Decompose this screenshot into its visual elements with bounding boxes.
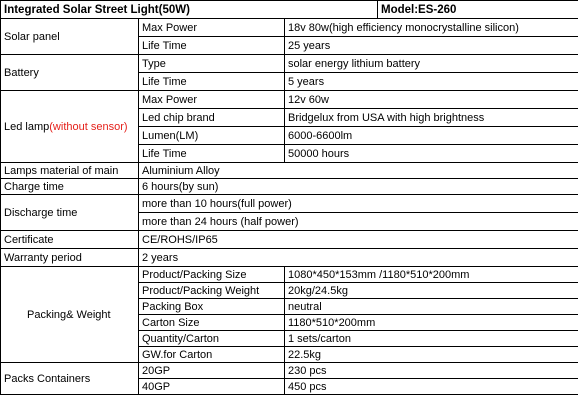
spec-value: 1080*450*153mm /1180*510*200mm: [285, 267, 578, 283]
table-row: [1, 179, 578, 195]
led-lamp-label: [1, 91, 139, 163]
discharge-time-label: Discharge time: [1, 195, 139, 231]
warranty-value: 2 years: [139, 249, 578, 267]
spec-value: 20kg/24.5kg: [285, 283, 578, 299]
spec-key: GW.for Carton: [139, 347, 285, 363]
led-lamp-label-text: Led lamp: [4, 120, 50, 133]
table-row: [1, 91, 578, 109]
spec-key: Packing Box: [139, 299, 285, 315]
spec-value: 450 pcs: [285, 379, 578, 395]
spec-value: Bridgelux from USA with high brightness: [285, 109, 578, 127]
battery-label: Battery: [1, 55, 139, 91]
spec-key: Life Time: [139, 37, 285, 55]
packing-weight-label: Packing& Weight: [1, 267, 139, 363]
spec-value: 12v 60w: [285, 91, 578, 109]
spec-key: Product/Packing Size: [139, 267, 285, 283]
charge-time-label: Charge time: [1, 179, 139, 195]
table-row: [1, 195, 578, 213]
spec-key: Lumen(LM): [139, 127, 285, 145]
spec-key: Carton Size: [139, 315, 285, 331]
table-row: [1, 363, 578, 379]
spec-value: 25 years: [285, 37, 578, 55]
led-lamp-sensor-note: (without sensor): [49, 120, 128, 133]
spec-value: solar energy lithium battery: [285, 55, 578, 73]
lamps-material-label: Lamps material of main: [1, 163, 139, 179]
table-row: [1, 163, 578, 179]
spec-key: Life Time: [139, 73, 285, 91]
spec-key: Quantity/Carton: [139, 331, 285, 347]
spec-value: 230 pcs: [285, 363, 578, 379]
solar-panel-label: Solar panel: [1, 19, 139, 55]
spec-value: 50000 hours: [285, 145, 578, 163]
certificate-label: Certificate: [1, 231, 139, 249]
spec-value: 18v 80w(high efficiency monocrystalline silicon): [285, 19, 578, 37]
header-row: [1, 1, 578, 19]
spec-key: Led chip brand: [139, 109, 285, 127]
lamps-material-value: Aluminium Alloy: [139, 163, 578, 179]
spec-value: neutral: [285, 299, 578, 315]
spec-key: Product/Packing Weight: [139, 283, 285, 299]
table-row: [1, 19, 578, 37]
table-row: [1, 267, 578, 283]
spec-key: 40GP: [139, 379, 285, 395]
spec-key: Type: [139, 55, 285, 73]
table-row: [1, 55, 578, 73]
certificate-value: CE/ROHS/IP65: [139, 231, 578, 249]
spec-value: 5 years: [285, 73, 578, 91]
discharge-time-value: more than 24 hours (half power): [139, 213, 578, 231]
spec-key: Life Time: [139, 145, 285, 163]
spec-value: 1180*510*200mm: [285, 315, 578, 331]
table-row: [1, 249, 578, 267]
charge-time-value: 6 hours(by sun): [139, 179, 578, 195]
discharge-time-value: more than 10 hours(full power): [139, 195, 578, 213]
product-title: Integrated Solar Street Light(50W): [1, 1, 378, 19]
warranty-label: Warranty period: [1, 249, 139, 267]
model-number: Model:ES-260: [378, 1, 578, 19]
spec-value: 22.5kg: [285, 347, 578, 363]
spec-value: 6000-6600lm: [285, 127, 578, 145]
packs-containers-label: Packs Containers: [1, 363, 139, 395]
spec-key: 20GP: [139, 363, 285, 379]
table-row: [1, 231, 578, 249]
spec-key: Max Power: [139, 19, 285, 37]
spec-value: 1 sets/carton: [285, 331, 578, 347]
spec-key: Max Power: [139, 91, 285, 109]
